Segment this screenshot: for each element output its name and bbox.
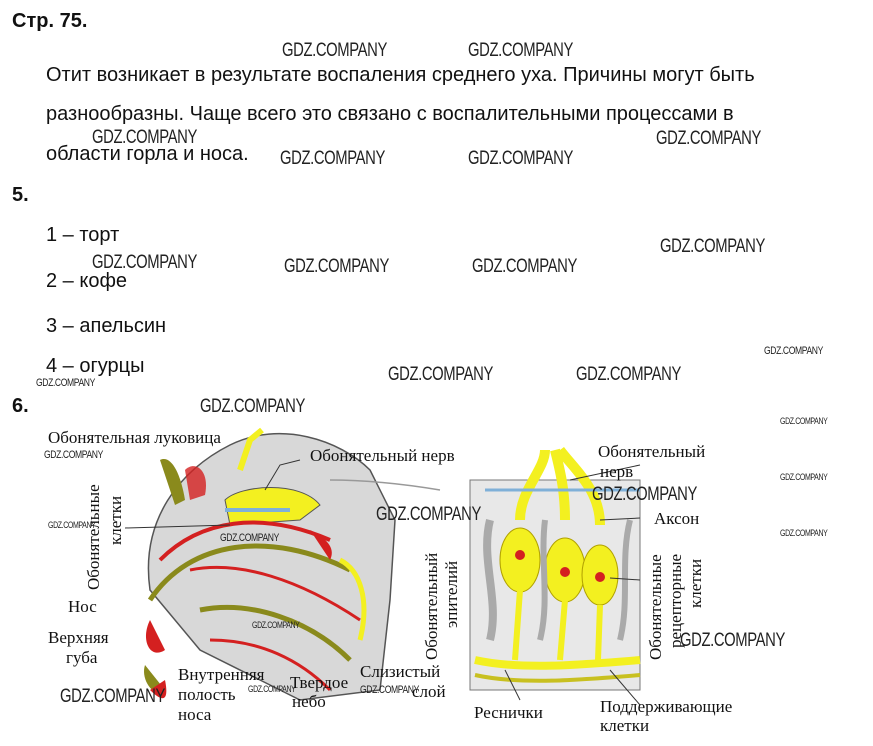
watermark: GDZ.COMPANY [576, 364, 681, 385]
label-olfactory-cells-line-2: клетки [106, 495, 125, 545]
watermark: GDZ.COMPANY [780, 416, 828, 426]
label-olfactory-nerve-left: Обонятельный нерв [310, 446, 455, 465]
label-olfactory-epithelium-line-1: Обонятельный [422, 552, 441, 660]
section-5-number: 5. [12, 184, 29, 206]
label-nasal-cavity-line-1: Внутренняя [178, 665, 265, 684]
watermark: GDZ.COMPANY [468, 40, 573, 61]
watermark: GDZ.COMPANY [656, 128, 761, 149]
watermark: GDZ.COMPANY [36, 377, 95, 389]
label-supporting-cells-line-2: клетки [600, 716, 650, 735]
watermark: GDZ.COMPANY [780, 528, 828, 538]
paragraph-line-3: области горла и носа. [46, 143, 249, 165]
head-section-drawing [144, 430, 440, 700]
label-axon: Аксон [654, 509, 700, 528]
watermark: GDZ.COMPANY [200, 396, 305, 417]
label-cilia: Реснички [474, 703, 543, 722]
watermark: GDZ.COMPANY [92, 127, 197, 148]
section-6-number: 6. [12, 395, 29, 417]
watermark: GDZ.COMPANY [252, 620, 300, 630]
watermark: GDZ.COMPANY [248, 684, 296, 694]
watermark: GDZ.COMPANY [468, 148, 573, 169]
answer-2: 2 – кофе [46, 270, 128, 292]
watermark: GDZ.COMPANY [60, 686, 165, 707]
label-receptor-cells-line-2: рецепторные [666, 553, 685, 648]
label-nasal-cavity-line-2: полость [178, 685, 236, 704]
watermark: GDZ.COMPANY [764, 345, 823, 357]
label-upper-lip-line-1: Верхняя [48, 628, 109, 647]
label-supporting-cells-line-1: Поддерживающие [600, 697, 733, 716]
label-receptor-cells-line-1: Обонятельные [646, 554, 665, 660]
label-olfactory-nerve-right-line-1: Обонятельный [598, 442, 706, 461]
watermark: GDZ.COMPANY [282, 40, 387, 61]
page-label: Стр. 75. [12, 10, 88, 32]
paragraph-line-2: разнообразны. Чаще всего это связано с воспалительными процессами в [46, 103, 734, 125]
watermark: GDZ.COMPANY [472, 256, 577, 277]
paragraph-line-1: Отит возникает в результате воспаления среднего уха. Причины могут быть [46, 64, 755, 86]
answer-3: 3 – апельсин [46, 315, 167, 337]
watermark: GDZ.COMPANY [660, 236, 765, 257]
watermark: GDZ.COMPANY [592, 484, 697, 505]
watermark: GDZ.COMPANY [360, 684, 419, 696]
watermark: GDZ.COMPANY [92, 252, 197, 273]
watermark: GDZ.COMPANY [48, 520, 96, 530]
answer-4: 4 – огурцы [46, 355, 145, 377]
label-upper-lip-line-2: губа [66, 648, 98, 667]
answer-1: 1 – торт [46, 224, 120, 246]
label-olfactory-bulb: Обонятельная луковица [48, 428, 221, 447]
label-nose: Нос [68, 597, 97, 616]
watermark: GDZ.COMPANY [44, 449, 103, 461]
label-mucous-line-1: Слизистый [360, 662, 441, 681]
label-nasal-cavity-line-3: носа [178, 705, 212, 724]
label-olfactory-nerve-right-line-2: нерв [600, 462, 634, 481]
label-receptor-cells-line-3: клетки [686, 558, 705, 608]
label-olfactory-epithelium-line-2: эпителий [442, 560, 461, 628]
watermark: GDZ.COMPANY [388, 364, 493, 385]
watermark: GDZ.COMPANY [220, 532, 279, 544]
label-olfactory-cells-line-1: Обонятельные [84, 484, 103, 590]
label-hard-palate-line-1: Твердое [290, 673, 349, 692]
label-mucous-line-2: слой [412, 682, 446, 701]
label-hard-palate-line-2: небо [292, 692, 326, 711]
watermark: GDZ.COMPANY [376, 504, 481, 525]
watermark: GDZ.COMPANY [284, 256, 389, 277]
watermark: GDZ.COMPANY [280, 148, 385, 169]
watermark: GDZ.COMPANY [780, 472, 828, 482]
watermark: GDZ.COMPANY [680, 630, 785, 651]
